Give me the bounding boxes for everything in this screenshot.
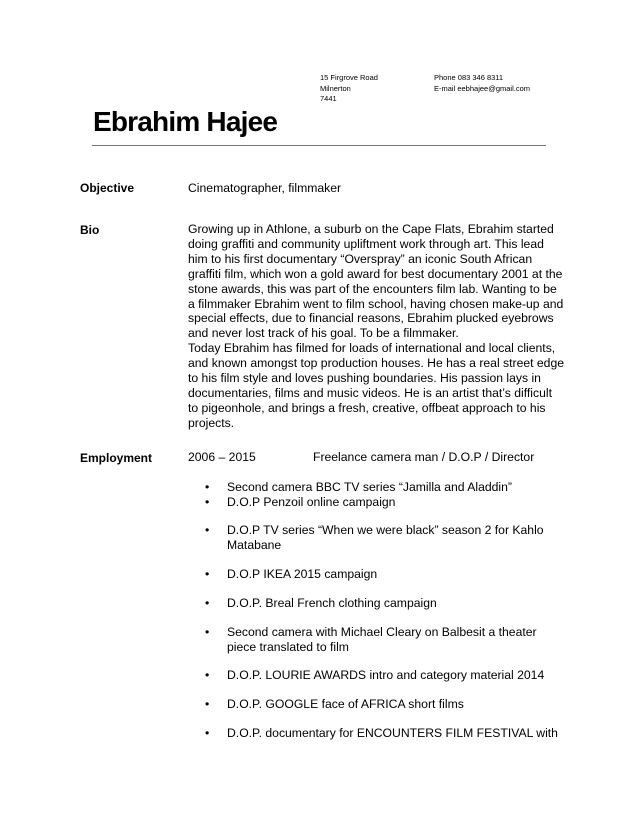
header-divider: [92, 145, 546, 146]
list-item-text: D.O.P. LOURIE AWARDS intro and category material 2014: [227, 668, 545, 682]
employment-label: Employment: [80, 451, 153, 465]
resume-name: Ebrahim Hajee: [93, 106, 278, 137]
list-item-text: D.O.P Penzoil online campaign: [227, 495, 396, 509]
list-item-text: Matabane: [227, 537, 282, 552]
bullet-icon: •: [205, 668, 210, 682]
phone-text: Phone 083 346 8311: [434, 73, 504, 82]
address-line: 7441: [320, 94, 337, 103]
email-text: E-mail eebhajee@gmail.com: [434, 83, 530, 93]
bio-line: and known amongst top production houses. He has a real street edge: [188, 356, 565, 371]
bullet-icon: •: [205, 697, 210, 711]
objective-label: Objective: [80, 181, 135, 195]
list-item-text: D.O.P. Breal French clothing campaign: [227, 596, 437, 610]
bio-line: Growing up in Athlone, a suburb on the Cape Flats, Ebrahim started: [188, 222, 554, 236]
contact-block: [434, 73, 530, 94]
list-item-text: Second camera BBC TV series “Jamilla and Aladdin”: [227, 480, 512, 494]
list-item-text: D.O.P IKEA 2015 campaign: [227, 567, 378, 581]
list-item-text: Second camera with Michael Cleary on Balbesit a theater: [227, 625, 537, 639]
bio-line: projects.: [188, 415, 235, 430]
list-item-text: piece translated to film: [227, 639, 349, 654]
address-line: Milnerton: [320, 83, 351, 93]
bio-line: him to his first documentary “Overspray” an iconic South African: [188, 251, 533, 266]
bio-line: to pigeonhole, and brings a fresh, creative, offbeat approach to his: [188, 400, 546, 415]
bio-text: [188, 222, 578, 431]
bio-line: to his film style and loves pushing boundaries. His passion lays in: [188, 371, 541, 386]
bio-line: doing graffiti and community upliftment work through art. This lead: [188, 236, 544, 251]
bio-line: Today Ebrahim has filmed for loads of international and local clients,: [188, 341, 556, 356]
bullet-icon: •: [205, 726, 210, 740]
list-item-text: D.O.P. documentary for ENCOUNTERS FILM FESTIVAL with: [227, 726, 558, 740]
list-item-text: D.O.P TV series “When we were black” season 2 for Kahlo: [227, 523, 544, 537]
bullet-icon: •: [205, 480, 210, 494]
address-block: [320, 73, 378, 105]
list-item-text: D.O.P. GOOGLE face of AFRICA short films: [227, 697, 464, 711]
address-line: 15 Firgrove Road: [320, 73, 378, 82]
bio-line: a filmmaker Ebrahim went to film school, having chosen make-up and: [188, 296, 564, 311]
bullet-icon: •: [205, 596, 210, 610]
bullet-icon: •: [205, 625, 210, 639]
objective-text: Cinematographer, filmmaker: [188, 181, 342, 195]
bio-line: stone awards, this was part of the encounters film lab. Wanting to be: [188, 281, 557, 296]
employment-role: Freelance camera man / D.O.P / Director: [313, 450, 535, 464]
employment-dates: 2006 – 2015: [188, 450, 256, 464]
bio-line: documentaries, films and music videos. He is an artist that’s difficult: [188, 385, 552, 400]
bio-line: and never lost track of his goal. To be a filmmaker.: [188, 326, 459, 341]
bio-label: Bio: [80, 223, 100, 237]
bullet-icon: •: [205, 567, 210, 581]
bullet-icon: •: [205, 495, 210, 509]
bio-line: graffiti film, which won a gold award for best documentary 2001 at the: [188, 266, 563, 281]
bullet-icon: •: [205, 523, 210, 537]
bio-line: special effects, due to financial reasons, Ebrahim plucked eyebrows: [188, 311, 554, 326]
